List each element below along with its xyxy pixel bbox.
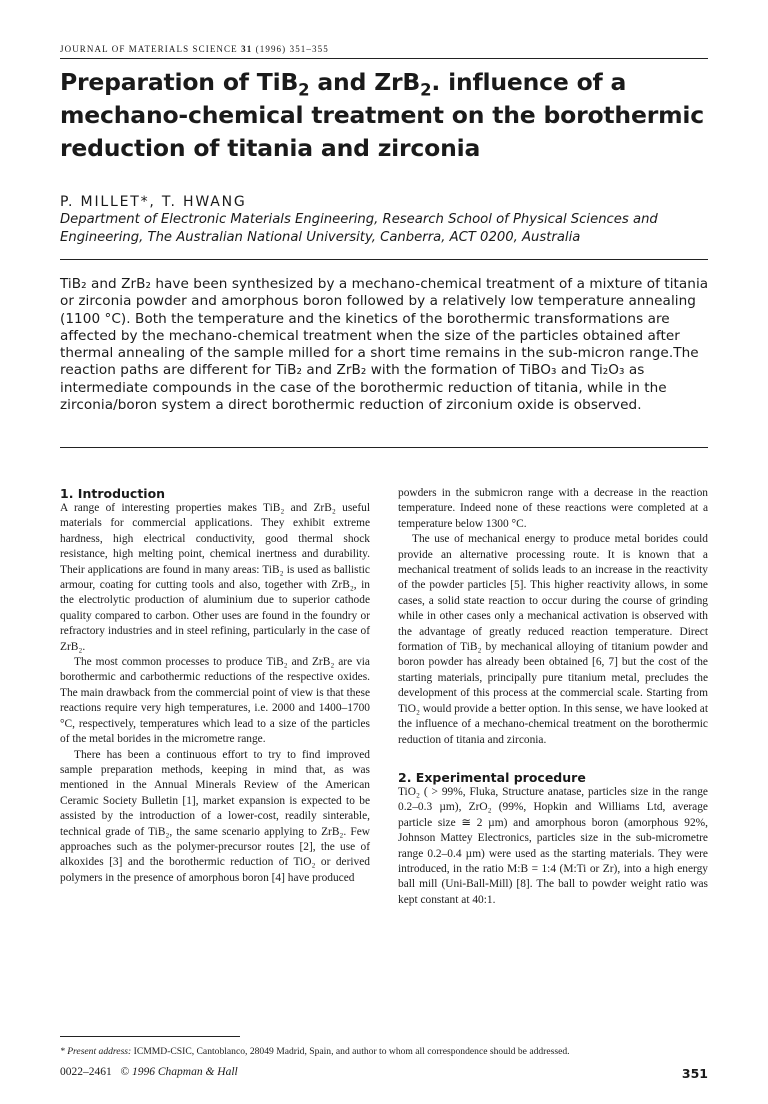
- paragraph: A range of interesting properties makes TiB₂ and ZrB₂ useful materials for commercial applications. They exhibit extreme hardness, high electrical conductivity, good thermal shock resistance, high melting point, chemical inertness and durability. Their applications are found in many areas: TiB₂ is used as ballistic armour, coating for cutting tools and also, together with ZrB₂, in the electrolytic production of aluminium due to superior cathode quality compared to carbon. Other uses are found in the foundry or refractory industries and in steel refining, particularly in the case of ZrB₂.: [60, 502, 370, 653]
- paragraph: The use of mechanical energy to produce metal borides could provide an alternative processing route. It is known that a mechanical treatment of solids leads to an increase in the reactivity of the powder particles [5]. This higher reactivity allows, in some cases, a solid state reaction to occur during the course of grinding while in other cases only a mechanical activation is observed with the advantage of greatly reduced reaction temperature. Direct formation of TiB₂ by mechanical alloying of titanium powder and boron powder has already been obtained [6, 7] but the cost of the starting materials, principally pure titanium metal, precludes the development of this process at the commercial scale. Starting from TiO₂ would provide a better option. In this sense, we have looked at the influence of a mechano-chemical treatment on the borothermic reduction of titania and zirconia.: [398, 533, 708, 746]
- paragraph: TiO₂ ( > 99%, Fluka, Structure anatase, particles size in the range 0.2–0.3 µm), ZrO₂ (99%, Hopkin and Williams Ltd, average particle size ≅ 2 µm) and amorphous boron (amorphous 92%, Johnson Mattey Electronics, particles size in the sub-micrometre range 0.2–0.4 µm) were used as the starting materials. They were introduced, in the ratio M:B = 1:4 (M:Ti or Zr), into a high energy ball mill (Uni-Ball-Mill) [8]. The ball to powder weight ratio was kept constant at 40:1.: [398, 785, 708, 906]
- paragraph: The most common processes to produce TiB₂ and ZrB₂ are via borothermic and carbothermic reductions of the respective oxides. The main drawback from the commercial point of view is that these reactions require very high temperatures, i.e. 2000 and 1400–1700 °C, respectively, temperatures which lead to a size of the particles of the metal borides in the micrometre range.: [60, 656, 370, 746]
- paper-title: Preparation of TiB$_2$ and ZrB$_2$. influence of a mechano-chemical treatment on the borothermic reduction of titania and zirconia: [60, 68, 704, 162]
- page-number: 351: [681, 1066, 708, 1081]
- journal-name: JOURNAL OF MATERIALS SCIENCE: [60, 44, 238, 54]
- authors: P. MILLET*, T. HWANG: [60, 194, 247, 210]
- footnote-label: * Present address:: [60, 1046, 132, 1057]
- journal-year-pages: (1996) 351–355: [255, 44, 329, 54]
- affiliation: Department of Electronic Materials Engineering, Research School of Physical Sciences and Engineering, The Australian National University, Canberra, ACT 0200, Australia: [60, 212, 658, 245]
- page-footer: [60, 1066, 708, 1081]
- abstract-bottom-rule: [60, 447, 708, 448]
- journal-header: [60, 44, 708, 54]
- issn: 0022–2461: [60, 1066, 112, 1078]
- copyright: © 1996 Chapman & Hall: [120, 1066, 238, 1078]
- footnote-text: ICMMD-CSIC, Cantoblanco, 28049 Madrid, Spain, and author to whom all correspondence should be addressed.: [131, 1046, 570, 1057]
- section-heading-introduction: 1. Introduction: [60, 486, 166, 501]
- journal-volume: 31: [241, 44, 253, 54]
- paragraph: There has been a continuous effort to try to find improved sample preparation methods, keeping in mind that, as was mentioned in the Annual Minerals Review of the American Ceramic Society Bulletin [1], market expansion is expected to be assisted by the introduction of a lower-cost, readily sinterable, technical grade of TiB₂, the same scenario applying to ZrB₂. Few approaches such as the polymer-precursor routes [2], the use of alkoxides [3] and the borothermic reduction of TiO₂ or derived polymers in the presence of amorphous boron [4] have produced: [60, 748, 370, 884]
- column-right: [398, 486, 708, 908]
- abstract: TiB₂ and ZrB₂ have been synthesized by a mechano-chemical treatment of a mixture of titania or zirconia powder and amorphous boron followed by a relatively low temperature annealing (1100 °C). Both the temperature and the kinetics of the borothermic transformations are affected by the mechano-chemical treatment when the size of the particles obtained after thermal annealing of the sample milled for a short time remains in the sub-micron range.The reaction paths are different for TiB₂ and ZrB₂ with the formation of TiBO₃ and Ti₂O₃ as intermediate compounds in the case of the borothermic reduction of titania, while in the zirconia/boron system a direct borothermic reduction of zirconium oxide is observed.: [60, 276, 709, 414]
- footnote: [60, 1046, 708, 1057]
- footnote-rule: [60, 1036, 240, 1037]
- paragraph: powders in the submicron range with a decrease in the reaction temperature. Indeed none of these reactions were completed at a temperature below 1300 °C.: [398, 487, 708, 530]
- column-left: [60, 486, 370, 886]
- abstract-top-rule: [60, 259, 708, 260]
- section-heading-experimental: 2. Experimental procedure: [398, 769, 586, 785]
- header-rule: [60, 58, 708, 59]
